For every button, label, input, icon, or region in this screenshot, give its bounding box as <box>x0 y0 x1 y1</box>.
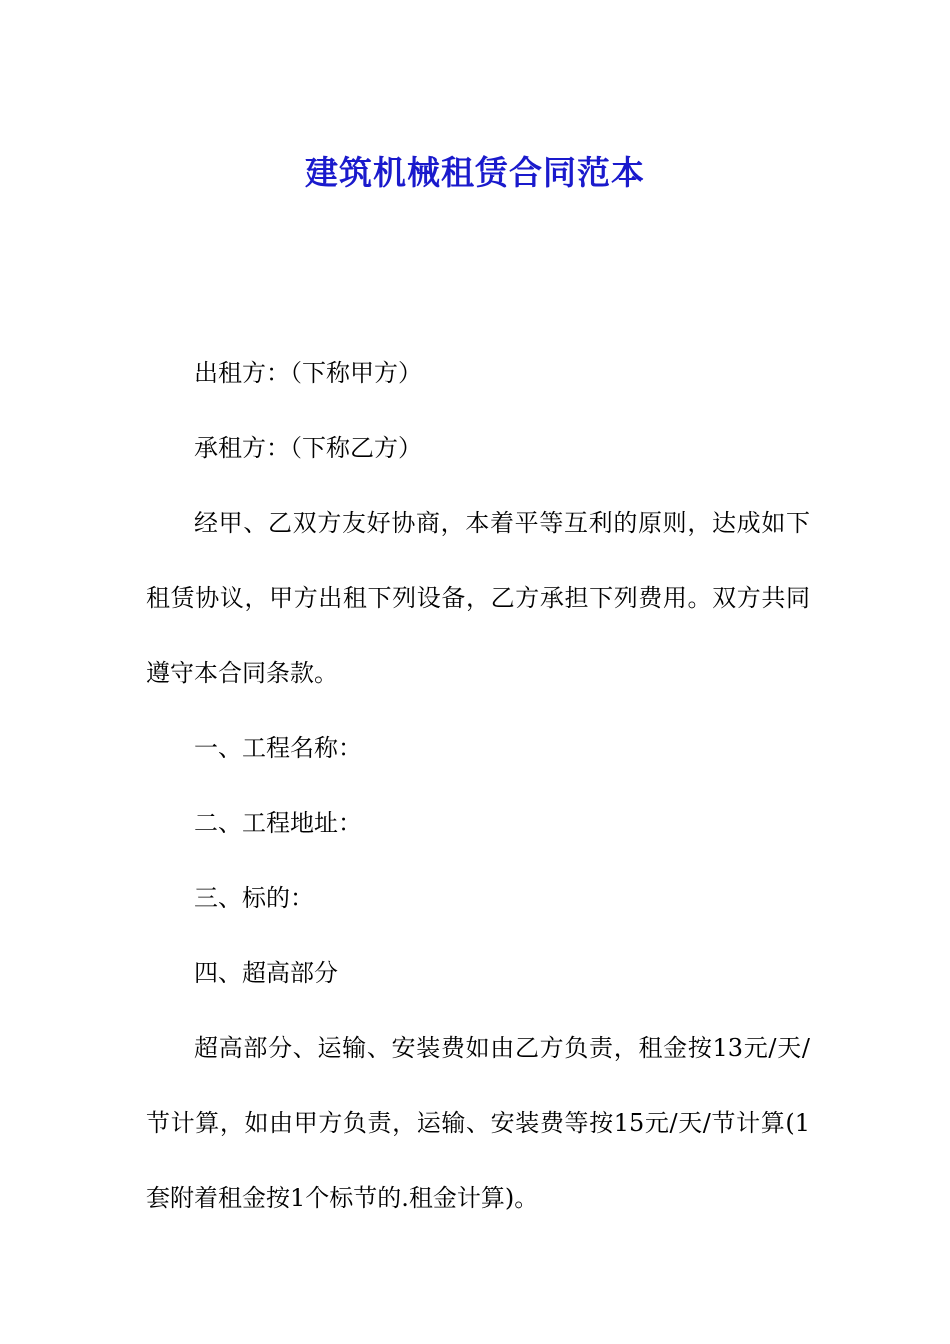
lessee-line: 承租方：（下称乙方） <box>194 434 422 462</box>
document-body <box>146 336 810 1236</box>
clause-extra-height-fees: 超高部分、运输、安装费如由乙方负责，租金按13元/天/节计算，如由甲方负责，运输、安装费等按15元/天/节计算(1套附着租金按1个标节的.租金计算)。 <box>146 1034 810 1212</box>
document-title: 建筑机械租赁合同范本 <box>305 153 645 193</box>
preamble-paragraph: 经甲、乙双方友好协商，本着平等互利的原则，达成如下租赁协议，甲方出租下列设备，乙方承担下列费用。双方共同遵守本合同条款。 <box>146 509 810 687</box>
clause-project-address: 二、工程地址： <box>194 809 362 837</box>
clause-subject-matter: 三、标的： <box>194 884 314 912</box>
clause-extra-height-heading: 四、超高部分 <box>194 959 338 987</box>
lessor-line: 出租方：（下称甲方） <box>194 359 422 387</box>
clause-project-name: 一、工程名称： <box>194 734 362 762</box>
